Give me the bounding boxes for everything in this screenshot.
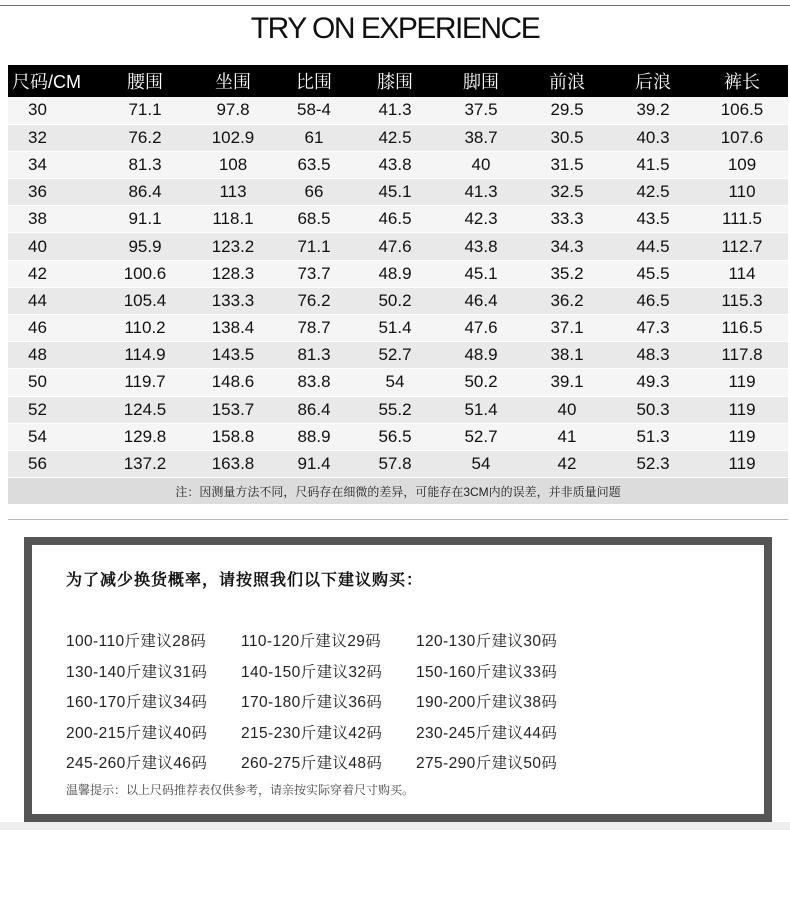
table-cell: 39.2 [610, 97, 696, 124]
size-chart-header-row [8, 65, 788, 97]
table-row [8, 179, 788, 206]
advice-item: 120-130斤建议30码 [416, 633, 558, 651]
table-cell: 41.5 [610, 151, 696, 178]
table-cell: 66 [276, 179, 352, 206]
table-cell: 48.3 [610, 342, 696, 369]
table-cell: 106.5 [696, 97, 788, 124]
table-cell: 48.9 [352, 260, 438, 287]
table-cell: 153.7 [190, 396, 276, 423]
table-cell: 113 [190, 179, 276, 206]
advice-item: 200-215斤建议40码 [66, 724, 208, 742]
table-cell: 39.1 [524, 369, 610, 396]
advice-heading: 为了减少换货概率，请按照我们以下建议购买： [66, 572, 424, 589]
table-cell: 52 [8, 396, 100, 423]
table-cell: 95.9 [100, 233, 190, 260]
table-cell: 52.7 [438, 423, 524, 450]
table-cell: 63.5 [276, 151, 352, 178]
advice-row [66, 747, 591, 778]
table-cell: 81.3 [276, 342, 352, 369]
column-header: 坐围 [190, 65, 276, 97]
table-cell: 58-4 [276, 97, 352, 124]
column-header: 腰围 [100, 65, 190, 97]
table-cell: 42 [524, 450, 610, 477]
table-cell: 111.5 [696, 206, 788, 233]
table-cell: 110.2 [100, 315, 190, 342]
table-cell: 32.5 [524, 179, 610, 206]
column-header: 裤长 [696, 65, 788, 97]
column-header: 后浪 [610, 65, 696, 97]
table-cell: 114.9 [100, 342, 190, 369]
table-cell: 56 [8, 450, 100, 477]
table-cell: 57.8 [352, 450, 438, 477]
table-row [8, 287, 788, 314]
table-cell: 123.2 [190, 233, 276, 260]
table-cell: 51.4 [438, 396, 524, 423]
table-cell: 108 [190, 151, 276, 178]
table-cell: 41 [524, 423, 610, 450]
advice-item: 215-230斤建议42码 [241, 724, 383, 742]
table-cell: 109 [696, 151, 788, 178]
table-cell: 33.3 [524, 206, 610, 233]
size-chart-table [8, 65, 788, 505]
footer-band [0, 822, 790, 830]
table-cell: 112.7 [696, 233, 788, 260]
table-cell: 148.6 [190, 369, 276, 396]
advice-row [66, 656, 591, 687]
advice-item: 275-290斤建议50码 [416, 755, 558, 773]
advice-grid [66, 625, 591, 778]
column-header: 前浪 [524, 65, 610, 97]
table-cell: 38.7 [438, 124, 524, 151]
advice-item: 170-180斤建议36码 [241, 694, 383, 712]
table-cell: 86.4 [276, 396, 352, 423]
table-cell: 76.2 [100, 124, 190, 151]
table-cell: 91.4 [276, 450, 352, 477]
table-cell: 88.9 [276, 423, 352, 450]
table-cell: 119 [696, 450, 788, 477]
table-cell: 81.3 [100, 151, 190, 178]
table-cell: 119 [696, 423, 788, 450]
table-cell: 129.8 [100, 423, 190, 450]
table-cell: 110 [696, 179, 788, 206]
table-cell: 73.7 [276, 260, 352, 287]
measurement-note: 注：因测量方法不同，尺码存在细微的差异，可能存在3CM内的误差，并非质量问题 [8, 478, 788, 505]
table-cell: 115.3 [696, 287, 788, 314]
table-row [8, 369, 788, 396]
table-cell: 54 [8, 423, 100, 450]
column-header: 比围 [276, 65, 352, 97]
table-cell: 38 [8, 206, 100, 233]
table-cell: 78.7 [276, 315, 352, 342]
advice-row [66, 625, 591, 656]
table-cell: 107.6 [696, 124, 788, 151]
table-row [8, 342, 788, 369]
advice-item: 100-110斤建议28码 [66, 633, 207, 651]
table-row [8, 233, 788, 260]
table-cell: 55.2 [352, 396, 438, 423]
table-cell: 46.5 [352, 206, 438, 233]
table-cell: 47.6 [352, 233, 438, 260]
table-cell: 91.1 [100, 206, 190, 233]
table-cell: 54 [438, 450, 524, 477]
table-row [8, 97, 788, 124]
table-cell: 34 [8, 151, 100, 178]
table-cell: 143.5 [190, 342, 276, 369]
table-cell: 42 [8, 260, 100, 287]
table-cell: 133.3 [190, 287, 276, 314]
table-cell: 49.3 [610, 369, 696, 396]
table-cell: 38.1 [524, 342, 610, 369]
table-cell: 41.3 [438, 179, 524, 206]
table-cell: 119 [696, 369, 788, 396]
table-cell: 102.9 [190, 124, 276, 151]
advice-tip: 温馨提示：以上尺码推荐表仅供参考，请亲按实际穿着尺寸购买。 [66, 783, 415, 797]
table-cell: 43.8 [352, 151, 438, 178]
table-cell: 76.2 [276, 287, 352, 314]
advice-item: 150-160斤建议33码 [416, 663, 558, 681]
table-row [8, 260, 788, 287]
table-cell: 50.2 [438, 369, 524, 396]
column-header: 脚围 [438, 65, 524, 97]
column-header: 尺码/CM [8, 65, 100, 97]
table-cell: 116.5 [696, 315, 788, 342]
table-row [8, 206, 788, 233]
advice-row [66, 686, 591, 717]
table-cell: 137.2 [100, 450, 190, 477]
table-cell: 37.5 [438, 97, 524, 124]
table-cell: 40 [8, 233, 100, 260]
table-cell: 105.4 [100, 287, 190, 314]
table-cell: 52.7 [352, 342, 438, 369]
table-cell: 61 [276, 124, 352, 151]
table-row [8, 396, 788, 423]
table-cell: 32 [8, 124, 100, 151]
table-cell: 83.8 [276, 369, 352, 396]
table-cell: 40 [438, 151, 524, 178]
advice-item: 230-245斤建议44码 [416, 724, 558, 742]
table-cell: 42.5 [352, 124, 438, 151]
table-cell: 51.4 [352, 315, 438, 342]
table-cell: 56.5 [352, 423, 438, 450]
table-cell: 47.6 [438, 315, 524, 342]
size-chart-body [8, 97, 788, 478]
table-cell: 71.1 [100, 97, 190, 124]
table-cell: 158.8 [190, 423, 276, 450]
table-cell: 50.3 [610, 396, 696, 423]
table-cell: 138.4 [190, 315, 276, 342]
table-row [8, 315, 788, 342]
table-cell: 40.3 [610, 124, 696, 151]
advice-item: 140-150斤建议32码 [241, 663, 383, 681]
table-cell: 45.1 [352, 179, 438, 206]
table-cell: 29.5 [524, 97, 610, 124]
table-cell: 44 [8, 287, 100, 314]
column-header: 膝围 [352, 65, 438, 97]
table-cell: 124.5 [100, 396, 190, 423]
table-cell: 52.3 [610, 450, 696, 477]
table-cell: 43.8 [438, 233, 524, 260]
advice-item: 110-120斤建议29码 [241, 633, 382, 651]
table-cell: 54 [352, 369, 438, 396]
table-cell: 46 [8, 315, 100, 342]
section-divider [8, 519, 788, 520]
advice-item: 245-260斤建议46码 [66, 755, 208, 773]
table-cell: 36 [8, 179, 100, 206]
table-cell: 118.1 [190, 206, 276, 233]
table-cell: 34.3 [524, 233, 610, 260]
table-cell: 100.6 [100, 260, 190, 287]
table-cell: 31.5 [524, 151, 610, 178]
table-cell: 48 [8, 342, 100, 369]
table-cell: 44.5 [610, 233, 696, 260]
table-cell: 45.1 [438, 260, 524, 287]
table-cell: 119 [696, 396, 788, 423]
table-cell: 37.1 [524, 315, 610, 342]
advice-item: 130-140斤建议31码 [66, 663, 208, 681]
table-cell: 163.8 [190, 450, 276, 477]
table-row [8, 124, 788, 151]
table-cell: 117.8 [696, 342, 788, 369]
table-cell: 68.5 [276, 206, 352, 233]
advice-item: 260-275斤建议48码 [241, 755, 383, 773]
table-cell: 71.1 [276, 233, 352, 260]
table-row [8, 450, 788, 477]
table-cell: 114 [696, 260, 788, 287]
table-cell: 40 [524, 396, 610, 423]
advice-item: 160-170斤建议34码 [66, 694, 208, 712]
table-cell: 47.3 [610, 315, 696, 342]
size-advice-panel [24, 537, 772, 822]
table-cell: 30.5 [524, 124, 610, 151]
table-cell: 46.4 [438, 287, 524, 314]
table-cell: 42.5 [610, 179, 696, 206]
table-cell: 36.2 [524, 287, 610, 314]
table-cell: 35.2 [524, 260, 610, 287]
measurement-note-row [8, 478, 788, 505]
table-row [8, 423, 788, 450]
table-row [8, 151, 788, 178]
table-cell: 51.3 [610, 423, 696, 450]
table-cell: 128.3 [190, 260, 276, 287]
table-cell: 43.5 [610, 206, 696, 233]
table-cell: 48.9 [438, 342, 524, 369]
page-title: TRY ON EXPERIENCE [250, 12, 540, 45]
table-cell: 41.3 [352, 97, 438, 124]
table-cell: 45.5 [610, 260, 696, 287]
advice-item: 190-200斤建议38码 [416, 694, 558, 712]
table-cell: 50.2 [352, 287, 438, 314]
table-cell: 119.7 [100, 369, 190, 396]
table-cell: 46.5 [610, 287, 696, 314]
table-cell: 86.4 [100, 179, 190, 206]
table-cell: 30 [8, 97, 100, 124]
table-cell: 42.3 [438, 206, 524, 233]
table-cell: 50 [8, 369, 100, 396]
table-cell: 97.8 [190, 97, 276, 124]
advice-row [66, 717, 591, 748]
